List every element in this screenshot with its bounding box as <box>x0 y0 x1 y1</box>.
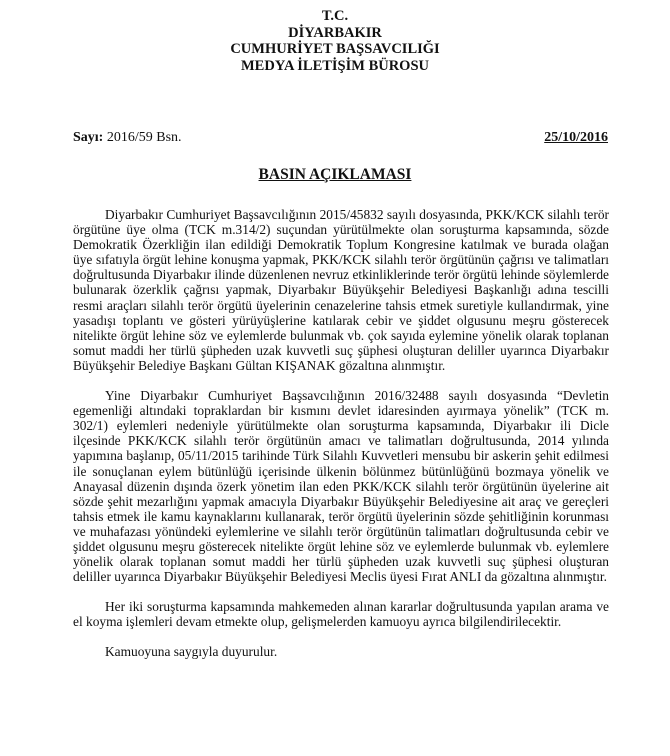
document-number-label: Sayı: <box>73 130 104 145</box>
header-tc: T.C. <box>321 8 349 24</box>
document-number-value: 2016/59 Bsn. <box>103 130 182 145</box>
closing-line: Kamuoyuna saygıyla duyurulur. <box>105 644 278 660</box>
header-institution: CUMHURİYET BAŞSAVCILIĞI <box>230 41 440 57</box>
paragraph-3: Her iki soruşturma kapsamında mahkemeden alınan kararlar doğrultusunda yapılan arama ve el koyma işlemleri devam etmekte olup, gelişmelerden kamuoyu ayrıca bilgilendirilecektir. <box>73 599 609 630</box>
document-number <box>73 130 182 146</box>
document-title: BASIN AÇIKLAMASI <box>258 166 412 183</box>
paragraph-2: Yine Diyarbakır Cumhuriyet Başsavcılığının 2016/32488 sayılı dosyasında “Devletin egemenliği altındaki topraklardan bir kısmını devlet idaresinden ayırmaya yönelik” (TCK m. 302/1) eylemleri nedeniyle yürütülmekte olan soruşturma kapsamında, Diyarbakır ili Dicle ilçesinde PKK/KCK silahlı terör örgütünün amacı ve talimatları doğrultusunda, 2014 yılında yapımına başlanıp, 05/11/2015 tarihinde Türk Silahlı Kuvvetleri mensubu bir askerin şehit edilmesi ile sonuçlanan eylem bütünlüğü içerisinde ülkenin bölünmez bütünlüğünü bozmaya yönelik ve Anayasal düzenin dışında özerk yönetim ilan eden PKK/KCK silahlı terör örgütünün üyelerine ait sözde şehit mezarlığını yapmak amacıyla Diyarbakır Büyükşehir Belediyesine ait araç ve gereçleri tahsis etmek ile kamu kaynaklarını kullanarak, terör örgütü üyelerinin sözde şehitliğinin korunması ve muhafazası yönündeki eylemlerine ve silahlı terör örgütünün talimatları doğrultusunda cebir ve şiddet olgusunu meşru gösterecek nitelikte örgüt lehine söz ve eylemlerde bulunmak vb. eylemlere yönelik olarak toplanan somut maddi her türlü şüpheden uzak kuvvetli suç şüphesi oluşturan deliller uyarınca Diyarbakır Büyükşehir Belediyesi Meclis üyesi Fırat ANLI da gözaltına alınmıştır. <box>73 388 609 585</box>
paragraph-1: Diyarbakır Cumhuriyet Başsavcılığının 2015/45832 sayılı dosyasında, PKK/KCK silahlı terör örgütüne üye olma (TCK m.314/2) suçundan yürütülmekte olan soruşturma kapsamında, sözde Demokratik Özerkliğin ilan edildiği Demokratik Toplum Kongresine katılmak ve burada olağan üye sıfatıyla örgüt lehine konuşma yapmak, PKK/KCK silahlı terör örgütünün çağrısı ve talimatları doğrultusunda Diyarbakır ilinde düzenlenen nevruz etkinliklerinde terör örgütü lehinde söylemlerde bulunarak özerklik çağrısı yapmak, Diyarbakır Büyükşehir Belediyesi Başkanlığı adına tescilli resmi araçları silahlı terör örgütü üyelerinin cenazelerine tahsis etmek suretiyle kullandırmak, yine yasadışı toplantı ve gösteri yürüyüşlerine katılarak cebir ve şiddet olgusunu meşru gösterecek nitelikte örgüt lehine söz ve eylemlerde bulunmak vb. çok sayıda eylemine yönelik olarak toplanan somut maddi her türlü şüpheden uzak kuvvetli suç şüphesi oluşturan deliller uyarınca Diyarbakır Büyükşehir Belediye Başkanı Gültan KIŞANAK gözaltına alınmıştır. <box>73 207 609 373</box>
document-body <box>73 207 609 660</box>
document-header <box>0 8 670 74</box>
header-office: MEDYA İLETİŞİM BÜROSU <box>240 57 429 74</box>
header-city: DİYARBAKIR <box>288 24 382 41</box>
document-date: 25/10/2016 <box>544 130 608 145</box>
